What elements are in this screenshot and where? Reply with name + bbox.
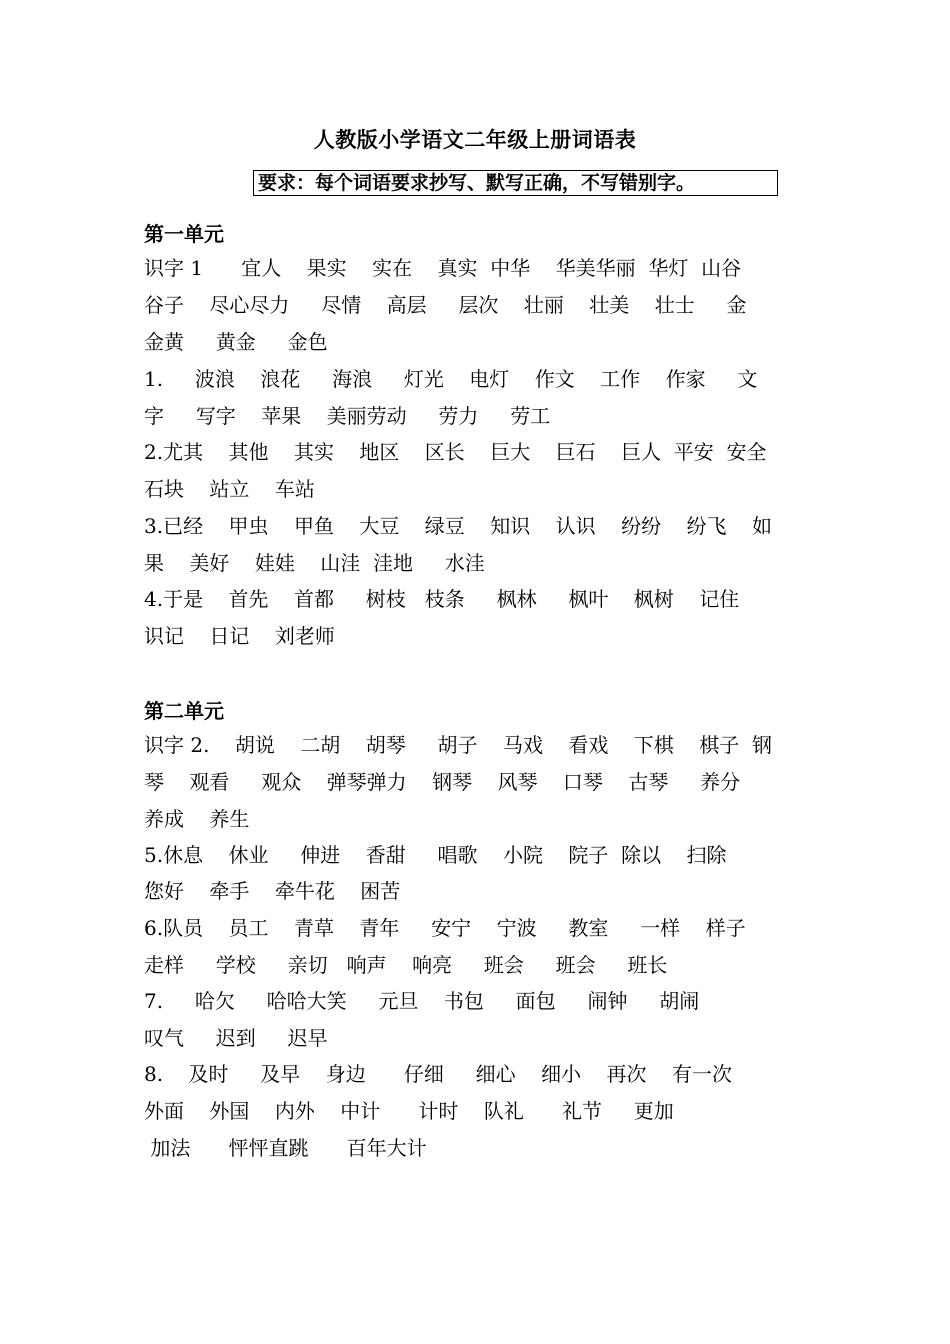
unit-heading: 第一单元 — [144, 222, 224, 246]
vocab-line: 外面 外国 内外 中计 计时 队礼 礼节 更加 — [144, 1099, 674, 1123]
vocab-line: 8. 及时 及早 身边 仔细 细心 细小 再次 有一次 — [144, 1062, 732, 1086]
vocab-line: 金黄 黄金 金色 — [144, 330, 328, 354]
unit-heading: 第二单元 — [144, 699, 224, 723]
vocab-line: 7. 哈欠 哈哈大笑 元旦 书包 面包 闹钟 胡闹 — [144, 989, 700, 1013]
vocab-line: 石块 站立 车站 — [144, 477, 315, 501]
vocab-line: 2.尤其 其他 其实 地区 区长 巨大 巨石 巨人 平安 安全 — [144, 440, 767, 464]
vocab-line: 谷子 尽心尽力 尽情 高层 层次 壮丽 壮美 壮士 金 — [144, 293, 747, 317]
vocab-line: 养成 养生 — [144, 807, 250, 831]
vocab-line: 叹气 迟到 迟早 — [144, 1026, 328, 1050]
vocab-line: 字 写字 苹果 美丽劳动 劳力 劳工 — [144, 404, 551, 428]
vocab-line: 4.于是 首先 首都 树枝 枝条 枫林 枫叶 枫树 记住 — [144, 587, 740, 611]
page-title: 人教版小学语文二年级上册词语表 — [313, 127, 637, 152]
vocab-line: 6.队员 员工 青草 青年 安宁 宁波 教室 一样 样子 — [144, 916, 746, 940]
vocab-line: 果 美好 娃娃 山洼 洼地 水洼 — [144, 551, 485, 575]
vocab-line: 3.已经 甲虫 甲鱼 大豆 绿豆 知识 认识 纷纷 纷飞 如 — [144, 514, 772, 538]
vocab-line: 1. 波浪 浪花 海浪 灯光 电灯 作文 工作 作家 文 — [144, 367, 758, 391]
vocab-line: 识字 1 宜人 果实 实在 真实 中华 华美华丽 华灯 山谷 — [144, 256, 742, 280]
vocab-line: 加法 怦怦直跳 百年大计 — [144, 1136, 427, 1160]
vocab-line: 5.休息 休业 伸进 香甜 唱歌 小院 院子 除以 扫除 — [144, 843, 727, 867]
vocab-line: 您好 牵手 牵牛花 困苦 — [144, 879, 401, 903]
vocab-line: 走样 学校 亲切 响声 响亮 班会 班会 班长 — [144, 953, 668, 977]
vocab-line: 琴 观看 观众 弹琴弹力 钢琴 风琴 口琴 古琴 养分 — [144, 770, 741, 794]
requirement-box: 要求：每个词语要求抄写、默写正确，不写错别字。 — [253, 170, 778, 196]
vocab-line: 识字 2. 胡说 二胡 胡琴 胡子 马戏 看戏 下棋 棋子 钢 — [144, 733, 772, 757]
vocab-line: 识记 日记 刘老师 — [144, 624, 335, 648]
